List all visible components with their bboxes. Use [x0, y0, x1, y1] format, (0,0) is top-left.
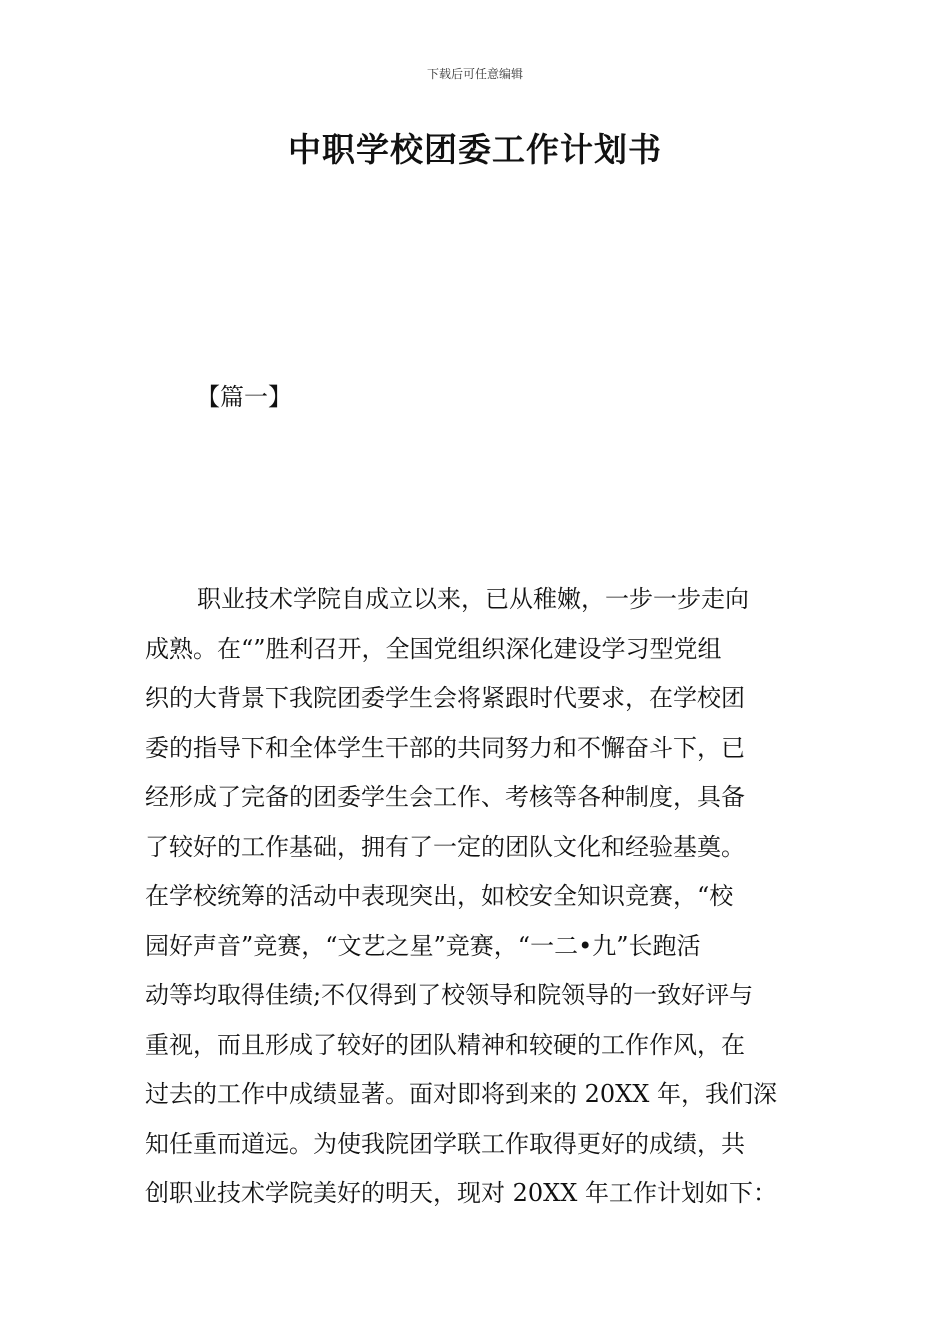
paragraph-line: 园好声音”竞赛，“文艺之星”竞赛，“一二•九”长跑活 — [145, 931, 701, 960]
paragraph-line: 委的指导下和全体学生干部的共同努力和不懈奋斗下，已 — [145, 733, 745, 762]
document-title: 中职学校团委工作计划书 — [288, 130, 662, 169]
header-note: 下载后可任意编辑 — [426, 67, 523, 81]
paragraph-line: 重视，而且形成了较好的团队精神和较硬的工作作风，在 — [145, 1030, 745, 1059]
paragraph-line: 过去的工作中成绩显著。面对即将到来的 20XX 年，我们深 — [145, 1080, 777, 1108]
paragraph-line: 动等均取得佳绩;不仅得到了校领导和院领导的一致好评与 — [145, 981, 754, 1009]
paragraph-line: 职业技术学院自成立以来，已从稚嫩，一步一步走向 — [197, 585, 749, 613]
paragraph-line: 创职业技术学院美好的明天，现对 20XX 年工作计划如下： — [145, 1179, 777, 1207]
paragraph-line: 在学校统筹的活动中表现突出，如校安全知识竞赛，“校 — [145, 882, 734, 910]
paragraph-line: 知任重而道远。为使我院团学联工作取得更好的成绩，共 — [145, 1129, 745, 1158]
paragraph-line: 成熟。在“”胜利召开，全国党组织深化建设学习型党组 — [145, 634, 722, 663]
paragraph-line: 了较好的工作基础，拥有了一定的团队文化和经验基奠。 — [145, 832, 745, 861]
section-label: 【篇一】 — [196, 383, 292, 411]
paragraph-line: 织的大背景下我院团委学生会将紧跟时代要求，在学校团 — [145, 684, 745, 712]
paragraph-line: 经形成了完备的团委学生会工作、考核等各种制度，具备 — [145, 783, 745, 811]
